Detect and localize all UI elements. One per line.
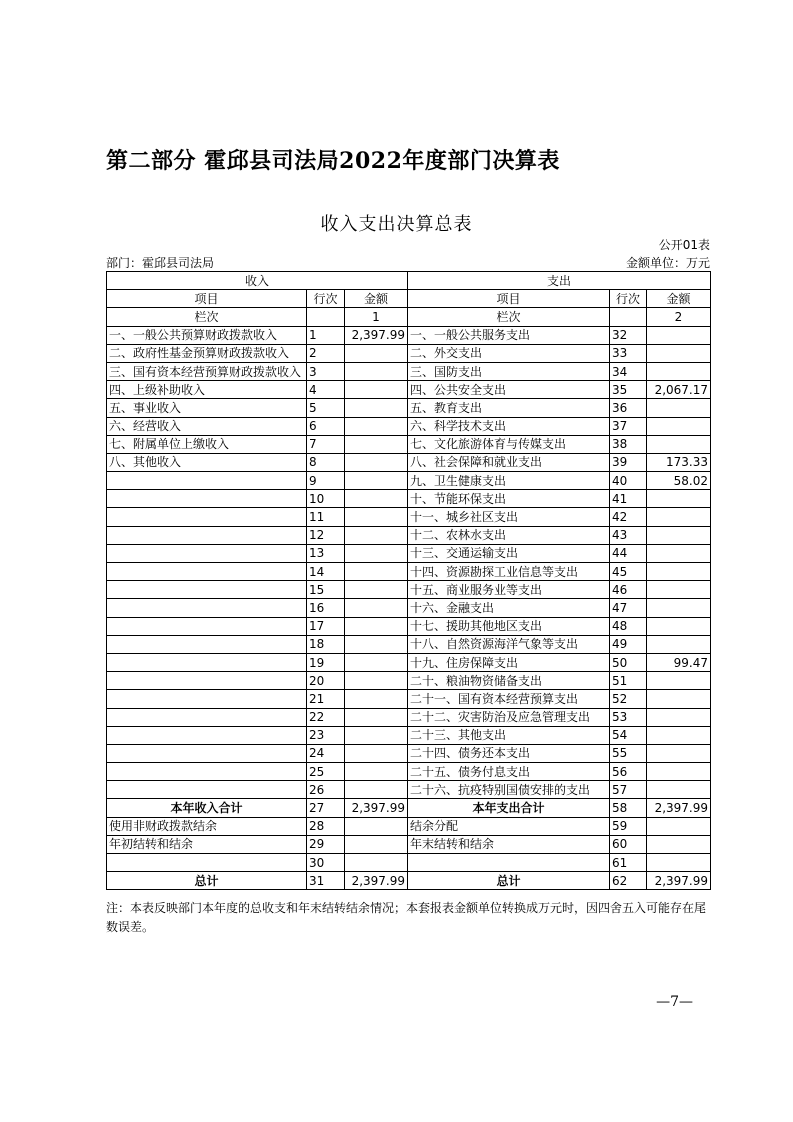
income-item-cell [107,726,307,744]
income-rowno-cell: 12 [307,526,345,544]
expense-item-cell: 十三、交通运输支出 [408,544,610,562]
income-rowno-cell: 26 [307,781,345,799]
header-row-sections [107,272,711,290]
income-amount-cell [345,817,408,835]
expense-amount-cell [647,399,711,417]
expense-item-cell: 二十、粮油物资储备支出 [408,672,610,690]
income-amount-cell [345,653,408,671]
income-amount-cell [345,744,408,762]
expense-rowno-cell: 37 [610,417,647,435]
expense-amount-cell [647,435,711,453]
income-amount-cell [345,453,408,471]
table-row [107,326,711,344]
income-item-cell: 二、政府性基金预算财政拨款收入 [107,344,307,362]
expense-rowno-cell: 32 [610,326,647,344]
expense-item-cell: 十一、城乡社区支出 [408,508,610,526]
income-header: 收入 [107,272,408,290]
table-row [107,690,711,708]
expense-amount-cell [647,726,711,744]
expense-rowno-cell: 41 [610,490,647,508]
expense-rowno-cell: 34 [610,362,647,380]
income-rowno-cell: 8 [307,453,345,471]
expense-item-cell: 十二、农林水支出 [408,526,610,544]
expense-rowno-cell: 48 [610,617,647,635]
table-row [107,599,711,617]
income-amount-cell: 2,397.99 [345,799,408,817]
table-row [107,781,711,799]
expense-amount-cell [647,690,711,708]
income-amount-cell [345,690,408,708]
expense-amount-cell [647,417,711,435]
unit-label: 金额单位：万元 [625,256,710,270]
income-amount-cell: 2,397.99 [345,872,408,890]
income-rowno-cell: 30 [307,854,345,872]
table-row [107,672,711,690]
income-amount-cell [345,362,408,380]
expense-item-cell: 九、卫生健康支出 [408,472,610,490]
income-amount-cell [345,854,408,872]
expense-item-cell: 本年支出合计 [408,799,610,817]
income-rowno-cell: 3 [307,362,345,380]
income-amount-cell [345,726,408,744]
income-rowno-header: 行次 [307,290,345,308]
expense-amount-cell: 2,397.99 [647,799,711,817]
expense-rowno-cell: 47 [610,599,647,617]
income-rowno-cell: 17 [307,617,345,635]
income-amount-cell [345,417,408,435]
expense-rowno-cell: 49 [610,635,647,653]
expense-item-cell: 六、科学技术支出 [408,417,610,435]
expense-item-cell: 三、国防支出 [408,362,610,380]
expense-rowno-cell: 56 [610,763,647,781]
expense-amount-header: 金额 [647,290,711,308]
income-amount-cell [345,490,408,508]
expense-amount-cell: 2,067.17 [647,381,711,399]
income-rowno-cell: 18 [307,635,345,653]
income-amount-cell [345,381,408,399]
expense-rowno-cell: 39 [610,453,647,471]
income-amount-cell [345,835,408,853]
expense-amount-cell [647,763,711,781]
table-row [107,854,711,872]
expense-rowno-cell: 54 [610,726,647,744]
income-item-cell [107,781,307,799]
income-rowno-cell: 21 [307,690,345,708]
income-item-cell [107,672,307,690]
expense-amount-cell [647,781,711,799]
income-rowno-cell: 1 [307,326,345,344]
income-amount-cell [345,599,408,617]
expense-amount-cell [647,526,711,544]
expense-column-label: 栏次 [408,308,610,326]
expense-amount-cell [647,599,711,617]
income-rowno-cell: 19 [307,653,345,671]
table-row [107,799,711,817]
expense-item-cell: 二十四、债务还本支出 [408,744,610,762]
expense-item-cell: 二十三、其他支出 [408,726,610,744]
income-rowno-cell: 11 [307,508,345,526]
income-amount-cell [345,581,408,599]
expense-item-cell: 结余分配 [408,817,610,835]
income-amount-cell [345,563,408,581]
expense-item-cell: 一、一般公共服务支出 [408,326,610,344]
income-rowno-cell: 31 [307,872,345,890]
income-rowno-cell: 25 [307,763,345,781]
expense-amount-cell [647,672,711,690]
expense-amount-cell: 2,397.99 [647,872,711,890]
expense-rowno-cell: 59 [610,817,647,835]
expense-column-number: 2 [647,308,711,326]
expense-rowno-cell: 35 [610,381,647,399]
table-row [107,362,711,380]
income-item-header: 项目 [107,290,307,308]
expense-item-cell: 二十一、国有资本经营预算支出 [408,690,610,708]
expense-amount-cell [647,617,711,635]
expense-item-header: 项目 [408,290,610,308]
table-row [107,508,711,526]
expense-rowno-cell: 62 [610,872,647,890]
table-row [107,763,711,781]
expense-amount-cell [647,835,711,853]
income-rowno-cell: 7 [307,435,345,453]
income-item-cell: 三、国有资本经营预算财政拨款收入 [107,362,307,380]
expense-amount-cell [647,635,711,653]
income-item-cell: 年初结转和结余 [107,835,307,853]
income-item-cell: 本年收入合计 [107,799,307,817]
income-item-cell [107,563,307,581]
income-rowno-cell: 6 [307,417,345,435]
income-rowno-cell: 29 [307,835,345,853]
income-rowno-cell: 14 [307,563,345,581]
income-rowno-cell: 2 [307,344,345,362]
table-row [107,708,711,726]
expense-item-cell: 四、公共安全支出 [408,381,610,399]
income-item-cell [107,599,307,617]
table-row [107,817,711,835]
expense-amount-cell [647,744,711,762]
income-amount-cell [345,435,408,453]
expense-rowno-cell: 60 [610,835,647,853]
income-amount-cell [345,635,408,653]
expense-amount-cell: 99.47 [647,653,711,671]
expense-header: 支出 [408,272,711,290]
expense-rowno-cell: 58 [610,799,647,817]
income-column-blank [307,308,345,326]
expense-rowno-cell: 33 [610,344,647,362]
expense-item-cell: 二十六、抗疫特别国债安排的支出 [408,781,610,799]
header-row-column-index [107,308,711,326]
income-item-cell [107,744,307,762]
table-row [107,563,711,581]
expense-item-cell: 十五、商业服务业等支出 [408,581,610,599]
income-item-cell: 八、其他收入 [107,453,307,471]
header-row-columns [107,290,711,308]
income-amount-cell [345,617,408,635]
expense-column-blank [610,308,647,326]
expense-amount-cell: 173.33 [647,453,711,471]
income-amount-cell: 2,397.99 [345,326,408,344]
expense-item-cell: 十六、金融支出 [408,599,610,617]
expense-item-cell: 八、社会保障和就业支出 [408,453,610,471]
income-rowno-cell: 22 [307,708,345,726]
expense-rowno-cell: 50 [610,653,647,671]
expense-item-cell: 十九、住房保障支出 [408,653,610,671]
expense-rowno-cell: 52 [610,690,647,708]
income-amount-cell [345,508,408,526]
income-amount-cell [345,763,408,781]
expense-item-cell: 二十五、债务付息支出 [408,763,610,781]
income-item-cell [107,617,307,635]
income-item-cell [107,490,307,508]
expense-amount-cell [647,708,711,726]
income-rowno-cell: 20 [307,672,345,690]
table-row [107,872,711,890]
income-amount-cell [345,472,408,490]
income-amount-cell [345,526,408,544]
expense-rowno-cell: 57 [610,781,647,799]
expense-amount-cell [647,362,711,380]
income-item-cell [107,690,307,708]
table-row [107,726,711,744]
expense-rowno-cell: 43 [610,526,647,544]
expense-rowno-cell: 46 [610,581,647,599]
table-row [107,435,711,453]
income-item-cell [107,763,307,781]
expense-rowno-cell: 45 [610,563,647,581]
income-amount-cell [345,672,408,690]
table-row [107,417,711,435]
table-row [107,653,711,671]
income-item-cell [107,472,307,490]
expense-rowno-cell: 38 [610,435,647,453]
expense-item-cell: 十八、自然资源海洋气象等支出 [408,635,610,653]
table-row [107,453,711,471]
expense-item-cell: 总计 [408,872,610,890]
income-amount-cell [345,708,408,726]
income-item-cell [107,708,307,726]
expense-item-cell: 十四、资源勘探工业信息等支出 [408,563,610,581]
income-rowno-cell: 9 [307,472,345,490]
table-row [107,835,711,853]
expense-item-cell: 五、教育支出 [408,399,610,417]
income-rowno-cell: 15 [307,581,345,599]
expense-item-cell: 七、文化旅游体育与传媒支出 [408,435,610,453]
income-item-cell: 七、附属单位上缴收入 [107,435,307,453]
expense-amount-cell [647,544,711,562]
expense-rowno-cell: 61 [610,854,647,872]
income-amount-cell [345,344,408,362]
income-item-cell: 六、经营收入 [107,417,307,435]
expense-rowno-header: 行次 [610,290,647,308]
income-amount-cell [345,399,408,417]
expense-rowno-cell: 36 [610,399,647,417]
income-item-cell [107,581,307,599]
expense-amount-cell [647,508,711,526]
income-item-cell: 五、事业收入 [107,399,307,417]
expense-amount-cell [647,490,711,508]
income-rowno-cell: 24 [307,744,345,762]
form-code: 公开01表 [658,238,710,252]
income-column-label: 栏次 [107,308,307,326]
budget-table [106,271,711,890]
expense-item-cell: 十七、援助其他地区支出 [408,617,610,635]
table-row [107,399,711,417]
income-rowno-cell: 28 [307,817,345,835]
income-column-number: 1 [345,308,408,326]
table-row [107,472,711,490]
expense-amount-cell [647,581,711,599]
expense-rowno-cell: 51 [610,672,647,690]
income-rowno-cell: 13 [307,544,345,562]
income-item-cell [107,854,307,872]
expense-amount-cell [647,344,711,362]
income-rowno-cell: 5 [307,399,345,417]
expense-rowno-cell: 55 [610,744,647,762]
expense-item-cell: 二十二、灾害防治及应急管理支出 [408,708,610,726]
table-title: 收入支出决算总表 [320,214,473,235]
expense-amount-cell [647,854,711,872]
table-row [107,526,711,544]
table-row [107,344,711,362]
expense-item-cell: 十、节能环保支出 [408,490,610,508]
income-item-cell [107,635,307,653]
part-title: 第二部分 霍邱县司法局2022年度部门决算表 [106,148,560,174]
income-amount-header: 金额 [345,290,408,308]
income-item-cell [107,653,307,671]
table-row [107,635,711,653]
income-item-cell: 一、一般公共预算财政拨款收入 [107,326,307,344]
income-item-cell: 总计 [107,872,307,890]
expense-item-cell [408,854,610,872]
income-rowno-cell: 10 [307,490,345,508]
table-row [107,381,711,399]
income-rowno-cell: 27 [307,799,345,817]
table-row [107,581,711,599]
expense-rowno-cell: 44 [610,544,647,562]
income-amount-cell [345,544,408,562]
income-item-cell: 四、上级补助收入 [107,381,307,399]
income-amount-cell [345,781,408,799]
expense-amount-cell [647,563,711,581]
table-row [107,617,711,635]
income-item-cell [107,526,307,544]
income-item-cell: 使用非财政拨款结余 [107,817,307,835]
expense-rowno-cell: 40 [610,472,647,490]
expense-item-cell: 二、外交支出 [408,344,610,362]
page-number: —7— [656,994,693,1010]
income-rowno-cell: 23 [307,726,345,744]
expense-amount-cell: 58.02 [647,472,711,490]
table-row [107,490,711,508]
expense-amount-cell [647,817,711,835]
income-rowno-cell: 4 [307,381,345,399]
income-item-cell [107,508,307,526]
expense-rowno-cell: 53 [610,708,647,726]
table-row [107,744,711,762]
income-rowno-cell: 16 [307,599,345,617]
department-label: 部门：霍邱县司法局 [106,256,215,270]
expense-rowno-cell: 42 [610,508,647,526]
income-item-cell [107,544,307,562]
table-row [107,544,711,562]
expense-item-cell: 年末结转和结余 [408,835,610,853]
expense-amount-cell [647,326,711,344]
footnote: 注：本表反映部门本年度的总收支和年末结转结余情况；本套报表金额单位转换成万元时，因四舍五入可能存在尾数误差。 [106,901,707,934]
